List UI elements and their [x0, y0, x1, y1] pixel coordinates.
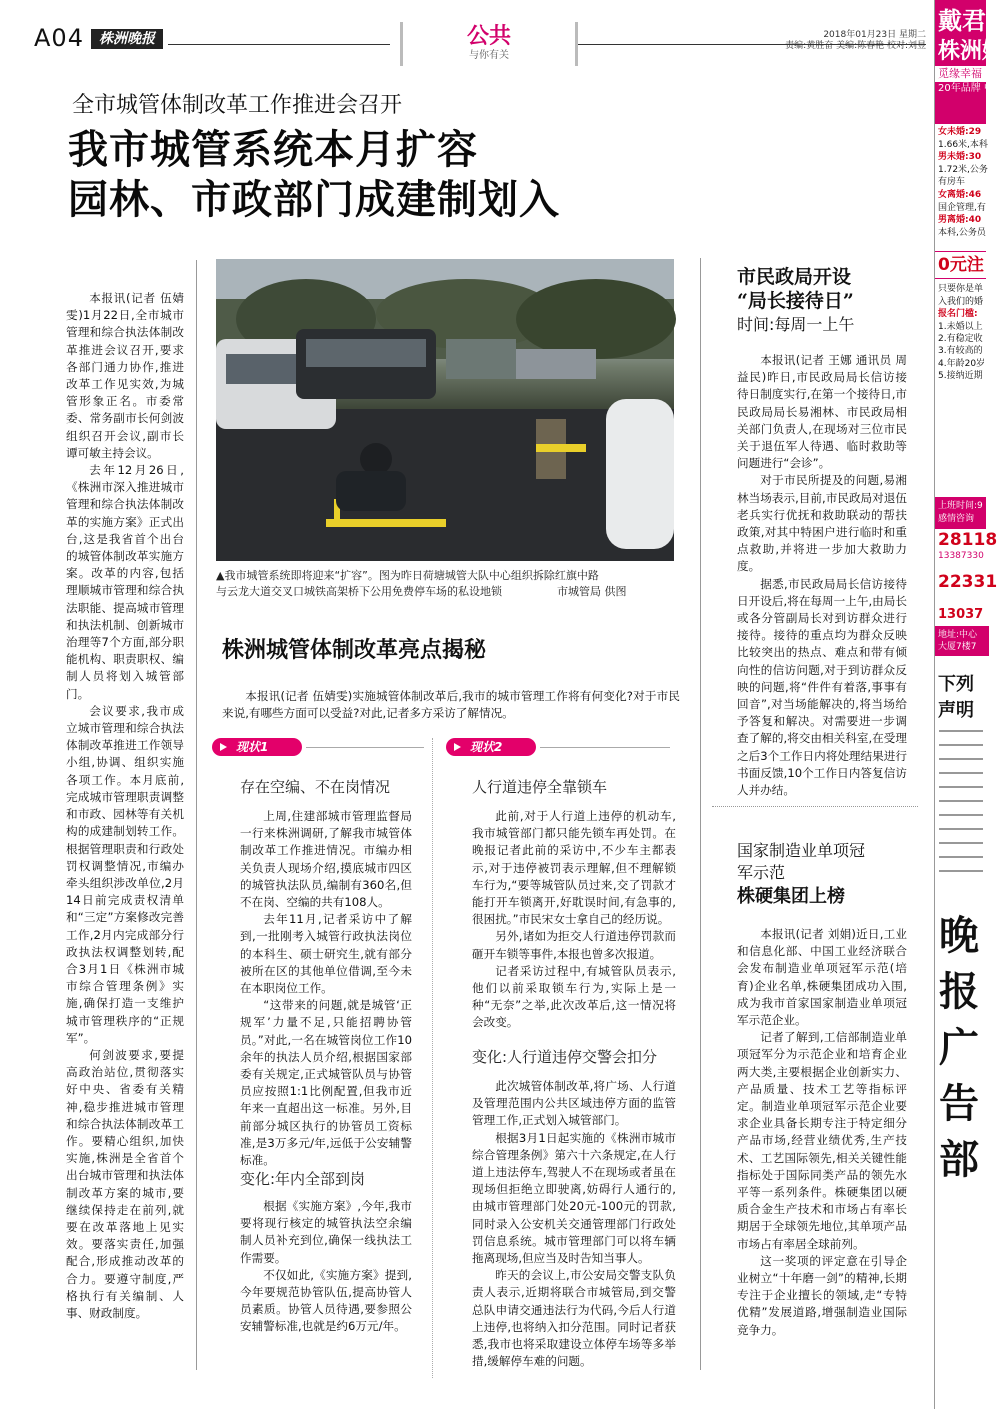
col1-body-2 [240, 1198, 412, 1336]
note-item: 3.有较高的 [938, 346, 983, 357]
feature-title: 株洲城管体制改革亮点揭秘 [222, 637, 487, 663]
header-rule-left [168, 44, 390, 45]
feature-intro: 本报讯(记者 伍婧雯)实施城管体制改革后,我市的城市管理工作将有何变化?对于市民来说,有哪些方面可以受益?对此,记者多方采访了解情况。 [222, 689, 680, 720]
story3-paragraph: 本报讯(记者 刘娟)近日,工业和信息化部、中国工业经济联合会发布制造业单项冠军示范(培育)企业名单,株硬集团成功入围,成为我市首家国家制造业单项冠军示范企业。 [737, 927, 907, 1028]
member-item: 有房车 [938, 177, 966, 188]
col1-subhead-2: 变化:年内全部到岗 [240, 1170, 366, 1188]
story3-paragraph: 这一奖项的评定意在引导企业树立“十年磨一剑”的精神,长期专注于企业擅长的领域,走“专特优精”发展道路,增强制造业国际竞争力。 [737, 1253, 907, 1337]
phone-1b: 13387330 [938, 550, 984, 561]
story2-paragraph: 对于市民所提及的问题,易湘林当场表示,目前,市民政局对退伍老兵实行优抚和救助联动的帮扶政策,对其中特困户进行临时和重点救助,并将进一步加大救助力度。 [737, 473, 907, 574]
banner-text-2: 株洲婚 [938, 38, 1004, 64]
member-item: 本科,公务员 [938, 227, 986, 238]
tag-rule [306, 747, 424, 748]
member-item: 女未婚:29 [938, 127, 982, 137]
member-item: 国企管理,有 [938, 202, 986, 213]
note-item: 只要你是单 [938, 284, 984, 295]
photo-caption-1: ▲我市城管系统即将迎来“扩容”。图为昨日荷塘城管大队中心组织拆除红旗中路 [216, 569, 599, 582]
notice-text-lines [939, 730, 983, 880]
col2-paragraph: 昨天的会议上,市公安局交警支队负责人表示,近期将联合市城管局,到交警总队申请交通违法行为代码,今后人行道上违停,也将纳入扣分范围。同时记者获悉,我市也将采取建设立体停车场等多举措,缓解停车难的问题。 [472, 1268, 676, 1369]
lead-body [66, 290, 184, 1322]
news-photo [216, 259, 674, 561]
paper-logo: 株洲晚报 [91, 29, 163, 49]
note-item: 5.接纳近期 [938, 371, 983, 382]
story2-body [737, 352, 907, 799]
col2-paragraph: 此次城管体制改革,将广场、人行道及管理范围内公共区域违停方面的监管管理工作,正式划入城管部门。 [472, 1079, 676, 1128]
story2-subtitle: 时间:每周一上午 [737, 315, 855, 334]
lead-headline-1: 我市城管系统本月扩容 [68, 126, 478, 173]
member-item: 1.66米,本科 [938, 139, 988, 150]
status-tag-2: 现状2 [446, 738, 536, 756]
ad-vertical [935, 908, 986, 1188]
story2-paragraph: 据悉,市民政局局长信访接待日开设后,将在每周一上午,由局长或各分管副局长对到访群众进行接待。接待的重点均为群众反映比较突出的热点、难点和带有倾向性的信访问题,对于到访群众反映的问题,将“件件有着落,事事有回音”,对当场能解决的,将当场给予答复和解决。对需要进一步调查了解的,将交由相关科室,在受理之后3个工作日内将处理结果进行书面反馈,10个工作日内答复信访人并办结。 [737, 576, 907, 798]
story2-title-1: 市民政局开设 [737, 266, 852, 288]
notice-title-2: 声明 [938, 699, 974, 721]
lead-paragraph: 何剑波要求,要提高政治站位,贯彻落实好中央、省委有关精神,稳步推进城市管理和综合执法体制改革工作。要精心组织,加快实施,株洲是全省首个出台城市管理和执法体制改革方案的城市,要继续保持走在前列,就要在改革落地上见实效。要落实责任,加强配合,形成推动改革的合力。要遵守制度,严格执行有关编制、人事、财政制度。 [66, 1047, 184, 1320]
notice-lines [939, 730, 986, 880]
note-item: 1.未婚以上 [938, 321, 983, 332]
col1-paragraph: 上周,住建部城市管理监督局一行来株洲调研,了解我市城管体制改革工作推进情况。市编办相关负责人现场介绍,摸底城市四区的城管执法队员,编制有360名,但不在岗、空编的共有108人。 [240, 809, 412, 910]
banner-text-3: 觅缘幸福 [935, 66, 986, 82]
col2-subhead-2: 变化:人行道违停交警会扣分 [472, 1048, 658, 1066]
ad-char: 报 [939, 967, 979, 1015]
story3-title-3: 株硬集团上榜 [737, 886, 845, 907]
sidebar [934, 0, 1004, 1409]
banner-text-1: 戴君 [938, 6, 986, 35]
status-tag-1: 现状1 [212, 738, 302, 756]
matchmaker-banner [935, 0, 1004, 124]
photo-credit: 市城管局 供图 [557, 585, 627, 598]
col2-paragraph: 根据3月1日起实施的《株洲市城市综合管理条例》第六十六条规定,在人行道上违法停车,驾驶人不在现场或者虽在现场但拒绝立即驶离,妨碍行人通行的,由城市管理部门处20元-100元的罚款,同时录入公安机关交通管理部门行政处罚信息系统。城市管理部门可以将车辆拖离现场,但应当及时告知当事人。 [472, 1130, 676, 1266]
banner-text-4: 20年品牌 中 [938, 83, 994, 94]
photo-caption-2: 与云龙大道交叉口城铁高架桥下公用免费停车场的私设地锁 [216, 585, 502, 598]
ad-char: 告 [939, 1079, 979, 1127]
section-title: 公共 [466, 23, 511, 49]
photo-scene [216, 259, 674, 561]
issue-date: 2018年01月23日 星期二 [823, 30, 926, 40]
note-item: 入我们的婚 [938, 296, 984, 307]
story3-title-2: 军示范 [737, 863, 786, 882]
ad-char: 部 [939, 1135, 979, 1183]
col1-paragraph: 根据《实施方案》,今年,我市要将现行核定的城管执法空余编制人员补充到位,确保一线执法工作需要。 [240, 1199, 412, 1265]
ad-char: 晚 [939, 911, 979, 959]
column-rule-right [700, 258, 701, 1370]
feature-column-rule [432, 738, 433, 1378]
member-list [935, 126, 986, 239]
story2-title-2: “局长接待日” [737, 290, 854, 312]
member-item: 男未婚:30 [938, 152, 982, 163]
col2-paragraph: 此前,对于人行道上违停的机动车,我市城管部门都只能先锁车再处罚。在晚报记者此前的采访中,不少车主都表示,对于违停被罚表示理解,但不理解锁车行为,“要等城管队员过来,交了罚款才能打开车锁离开,好耽误时间,有急事的,很困扰。”市民宋女士拿自己的经历说。 [472, 809, 676, 927]
story3-body [737, 926, 907, 1339]
col1-paragraph: 去年11月,记者采访中了解到,一批刚考入城管行政执法岗位的本科生、硕士研究生,就有部分被所在区的其他单位借调,至今未在本职岗位工作。 [240, 912, 412, 996]
col1-paragraph: “这带来的问题,就是城管‘正规军’力量不足,只能招聘协管员。”对此,一名在城管岗位工作10余年的执法人员介绍,根据国家部委有关规定,正式城管队员与协管员应按照1:1比例配置,但我市近年来一直超出这一标准。另外,目前部分城区执行的协管员工资标准,是3万多元/年,远低于公安辅警标准。 [240, 998, 412, 1168]
notes-list [935, 283, 986, 382]
phone-2b: 13037 [938, 606, 984, 622]
member-item: 男离婚:40 [938, 215, 982, 226]
story2-paragraph: 本报讯(记者 王娜 通讯员 周益民)昨日,市民政局局长信访接待日制度实行,在第一个接待日,市民政局局长易湘林、市民政局相关部门负责人,在现场对三位市民关于退伍军人待遇、临时救助等问题进行“会诊”。 [737, 353, 907, 471]
ad-char: 广 [939, 1023, 979, 1071]
lead-kicker: 全市城管体制改革工作推进会召开 [72, 93, 403, 118]
lead-paragraph: 本报讯(记者 伍婧雯)1月22日,全市城市管理和综合执法体制改革推进会议召开,要求各部门通力协作,推进改革工作见实效,为城管形象正名。市委常委、常务副市长何剑波组织召开会议,副市长谭可敏主持会议。 [66, 291, 184, 460]
note-item: 2.有稳定收 [938, 333, 983, 344]
story-divider [712, 806, 918, 807]
section-subtitle: 与你有关 [469, 50, 509, 61]
col2-paragraph: 另外,诸如为拒交人行道违停罚款而砸开车锁等事件,本报也曾多次报道。 [472, 929, 676, 961]
column-rule [196, 260, 197, 1370]
page-number: A04 [34, 24, 84, 52]
phone-1: 28118 [938, 529, 998, 550]
notice-title-1: 下列 [938, 673, 974, 695]
col1-subhead-1: 存在空编、不在岗情况 [240, 778, 391, 796]
contact-box [935, 497, 986, 529]
lead-paragraph: 会议要求,我市成立城市管理和综合执法体制改革推进工作领导小组,协调、组织实施各项工作。本月底前,完成城市管理职责调整和市政、园林等有关机构的成建制划转工作。根据管理职责和行政处罚权调整情况,市编办牵头组织涉改单位,2月14日前完成责权清单和“三定”方案修改完善工作,2月内完成部分行政执法权调整划转,配合3月1日《株洲市城市综合管理条例》实施,确保打造一支维护城市管理秩序的“正规军”。 [66, 703, 184, 1045]
lead-headline-2: 园林、市政部门成建制划入 [68, 176, 560, 223]
hotline-label: 感情咨询 [938, 513, 975, 524]
col1-body-1 [240, 808, 412, 1169]
col2-paragraph: 记者采访过程中,有城管队员表示,他们以前采取锁车行为,实际上是一种“无奈”之举,此次改革后,这一情况将会改变。 [472, 963, 676, 1030]
col2-body-2 [472, 1078, 676, 1370]
tag-rule [540, 747, 670, 748]
lead-paragraph: 去年12月26日,《株洲市深入推进城市管理和综合执法体制改革的实施方案》正式出台,这是我省首个出台的城管体制改革实施方案。改革的内容,包括理顺城市管理和综合执法职能、提高城市管理和执法机制、创新城市治理等7个方面,部分职能机构、职责职权、编制人员将划入城管部门。 [66, 463, 184, 701]
free-register: 0元注 [935, 251, 986, 279]
address: 地址:中心 大厦7楼7 [935, 626, 989, 656]
work-hours: 上班时间:9 [938, 500, 983, 511]
phone-2: 22331 [938, 571, 998, 592]
member-item: 女离婚:46 [938, 189, 982, 200]
member-item: 1.72米,公务 [938, 164, 988, 175]
editors-line: 责编:黄胜奋 美编:陈春艳 校对:刘昱 [785, 41, 926, 51]
col2-subhead-1: 人行道违停全靠锁车 [472, 778, 608, 796]
col1-paragraph: 不仅如此,《实施方案》提到,今年要规范协管队伍,提高协管人员素质。协管人员待遇,要参照公安辅警标准,也就是约6万元/年。 [240, 1267, 412, 1334]
note-item: 4.年龄20岁 [938, 358, 986, 369]
section-box [400, 22, 578, 66]
col2-body-1 [472, 808, 676, 1032]
note-item: 报名门槛: [938, 309, 978, 320]
story3-paragraph: 记者了解到,工信部制造业单项冠军分为示范企业和培育企业两大类,主要根据企业创新实力、产品质量、技术工艺等指标评定。制造业单项冠军示范企业要求企业具备长期专注于特定细分产品市场,经营业绩优秀,生产技术、工艺国际领先,相关关键性能指标处于国际同类产品的领先水平等一系列条件。株硬集团以硬质合金生产技术和市场占有率长期居于全球领先地位,其单项产品市场占有率居全球前列。 [737, 1030, 907, 1251]
story3-title-1: 国家制造业单项冠 [737, 841, 866, 860]
